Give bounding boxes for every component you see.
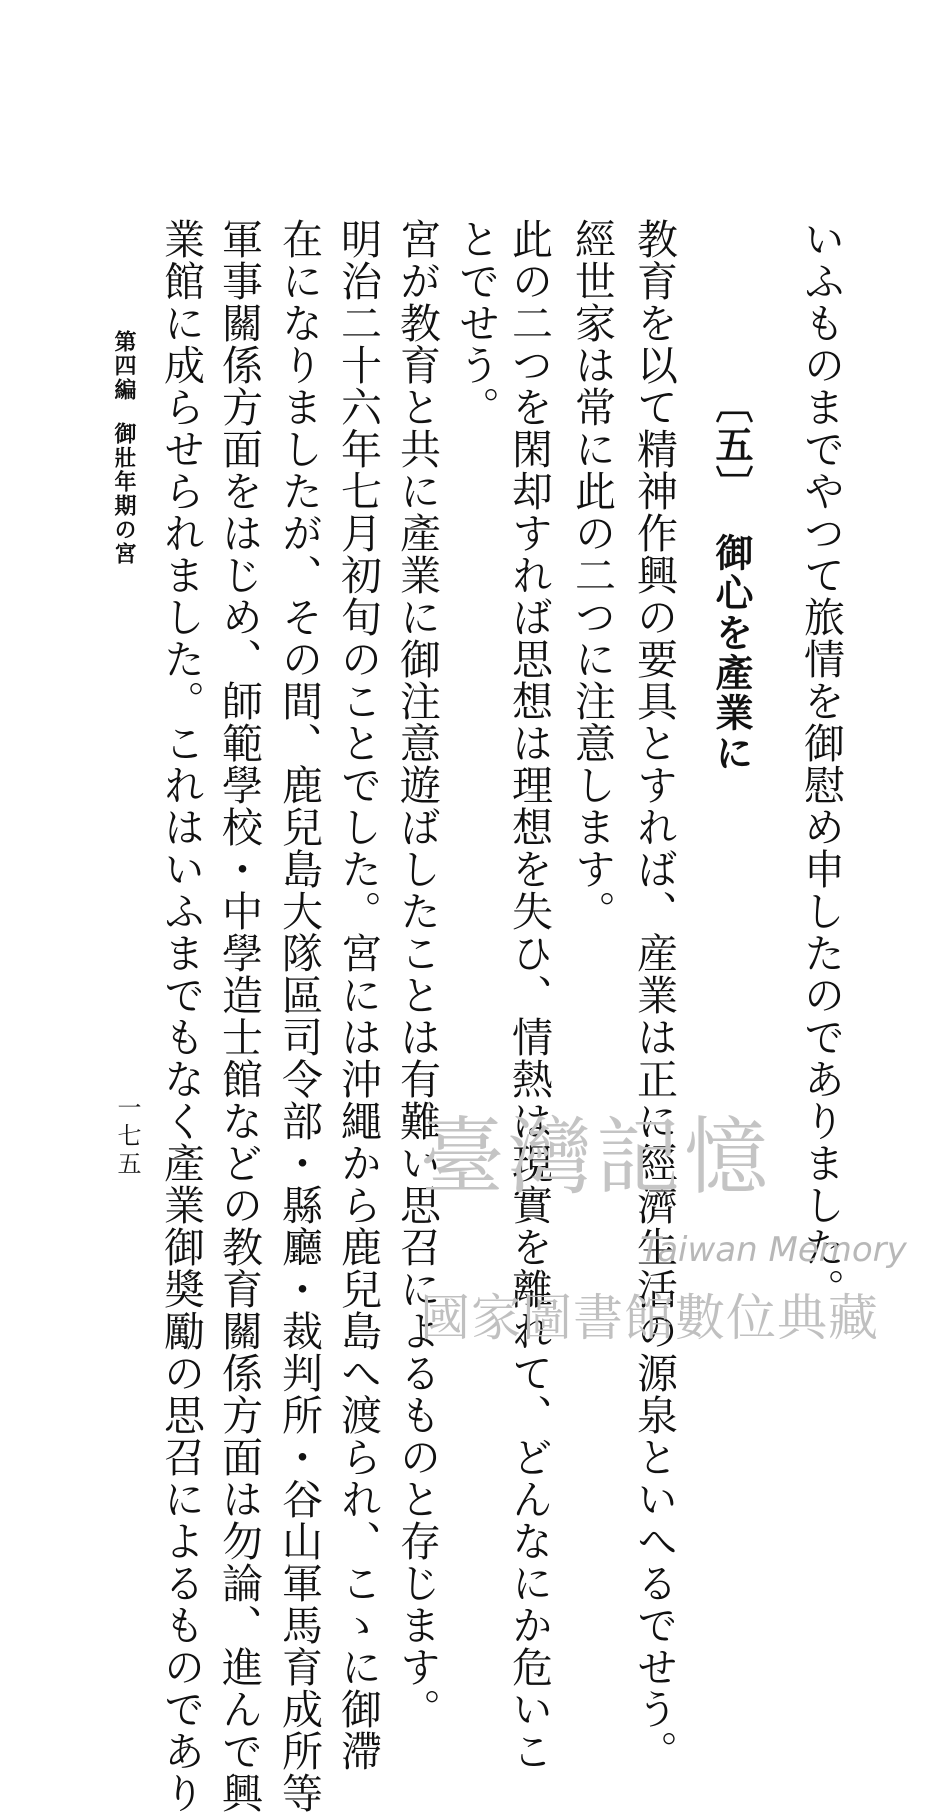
text-column-2: 教育を以て精神作興の要具とすれば、産業は正に經濟生活の源泉といへるでせう。: [630, 218, 678, 1772]
text-column-8: 在になりましたが、その間、鹿兒島大隊區司令部・縣廳・裁判所・谷山軍馬育成所等: [275, 218, 323, 1814]
watermark-calligraphy: 臺灣記憶: [420, 1108, 773, 1206]
text-column-6: 宮が教育と共に產業に御注意遊ばしたことは有難い思召によるものと存じます。: [393, 218, 441, 1730]
text-column-7: 明治二十六年七月初旬のことでした。宮には沖繩から鹿兒島へ渡られ、こゝに御滯: [334, 218, 382, 1772]
section-heading: [709, 385, 753, 773]
section-number: 〔五〕: [709, 385, 753, 505]
text-column-9: 軍事關係方面をはじめ、師範學校・中學造士館などの教育關係方面は勿論、進んで興: [215, 218, 263, 1814]
text-column-5: とでせう。: [452, 218, 500, 428]
footer-part: 第四編: [111, 330, 136, 402]
text-column-1: いふものまでやつて旅情を御慰め申したのでありました。: [797, 218, 845, 1310]
watermark-english: Taiwan Memory: [640, 1230, 907, 1270]
running-footer: [108, 330, 139, 566]
text-column-10: 業館に成らせられました。これはいふまでもなく產業御奬勵の思召によるものであり: [157, 218, 205, 1814]
page-number: 一七五: [113, 1095, 141, 1179]
section-title: 御心を產業に: [709, 533, 753, 773]
watermark-library: 國家圖書館數位典藏: [420, 1289, 879, 1347]
text-column-3: 經世家は常に此の二つに注意します。: [568, 218, 616, 932]
footer-chapter: 御壯年期の宮: [111, 422, 136, 566]
text-column-4: 此の二つを閑却すれば思想は理想を失ひ、情熱は現實を離れて、どんなにか危いこ: [505, 218, 553, 1772]
